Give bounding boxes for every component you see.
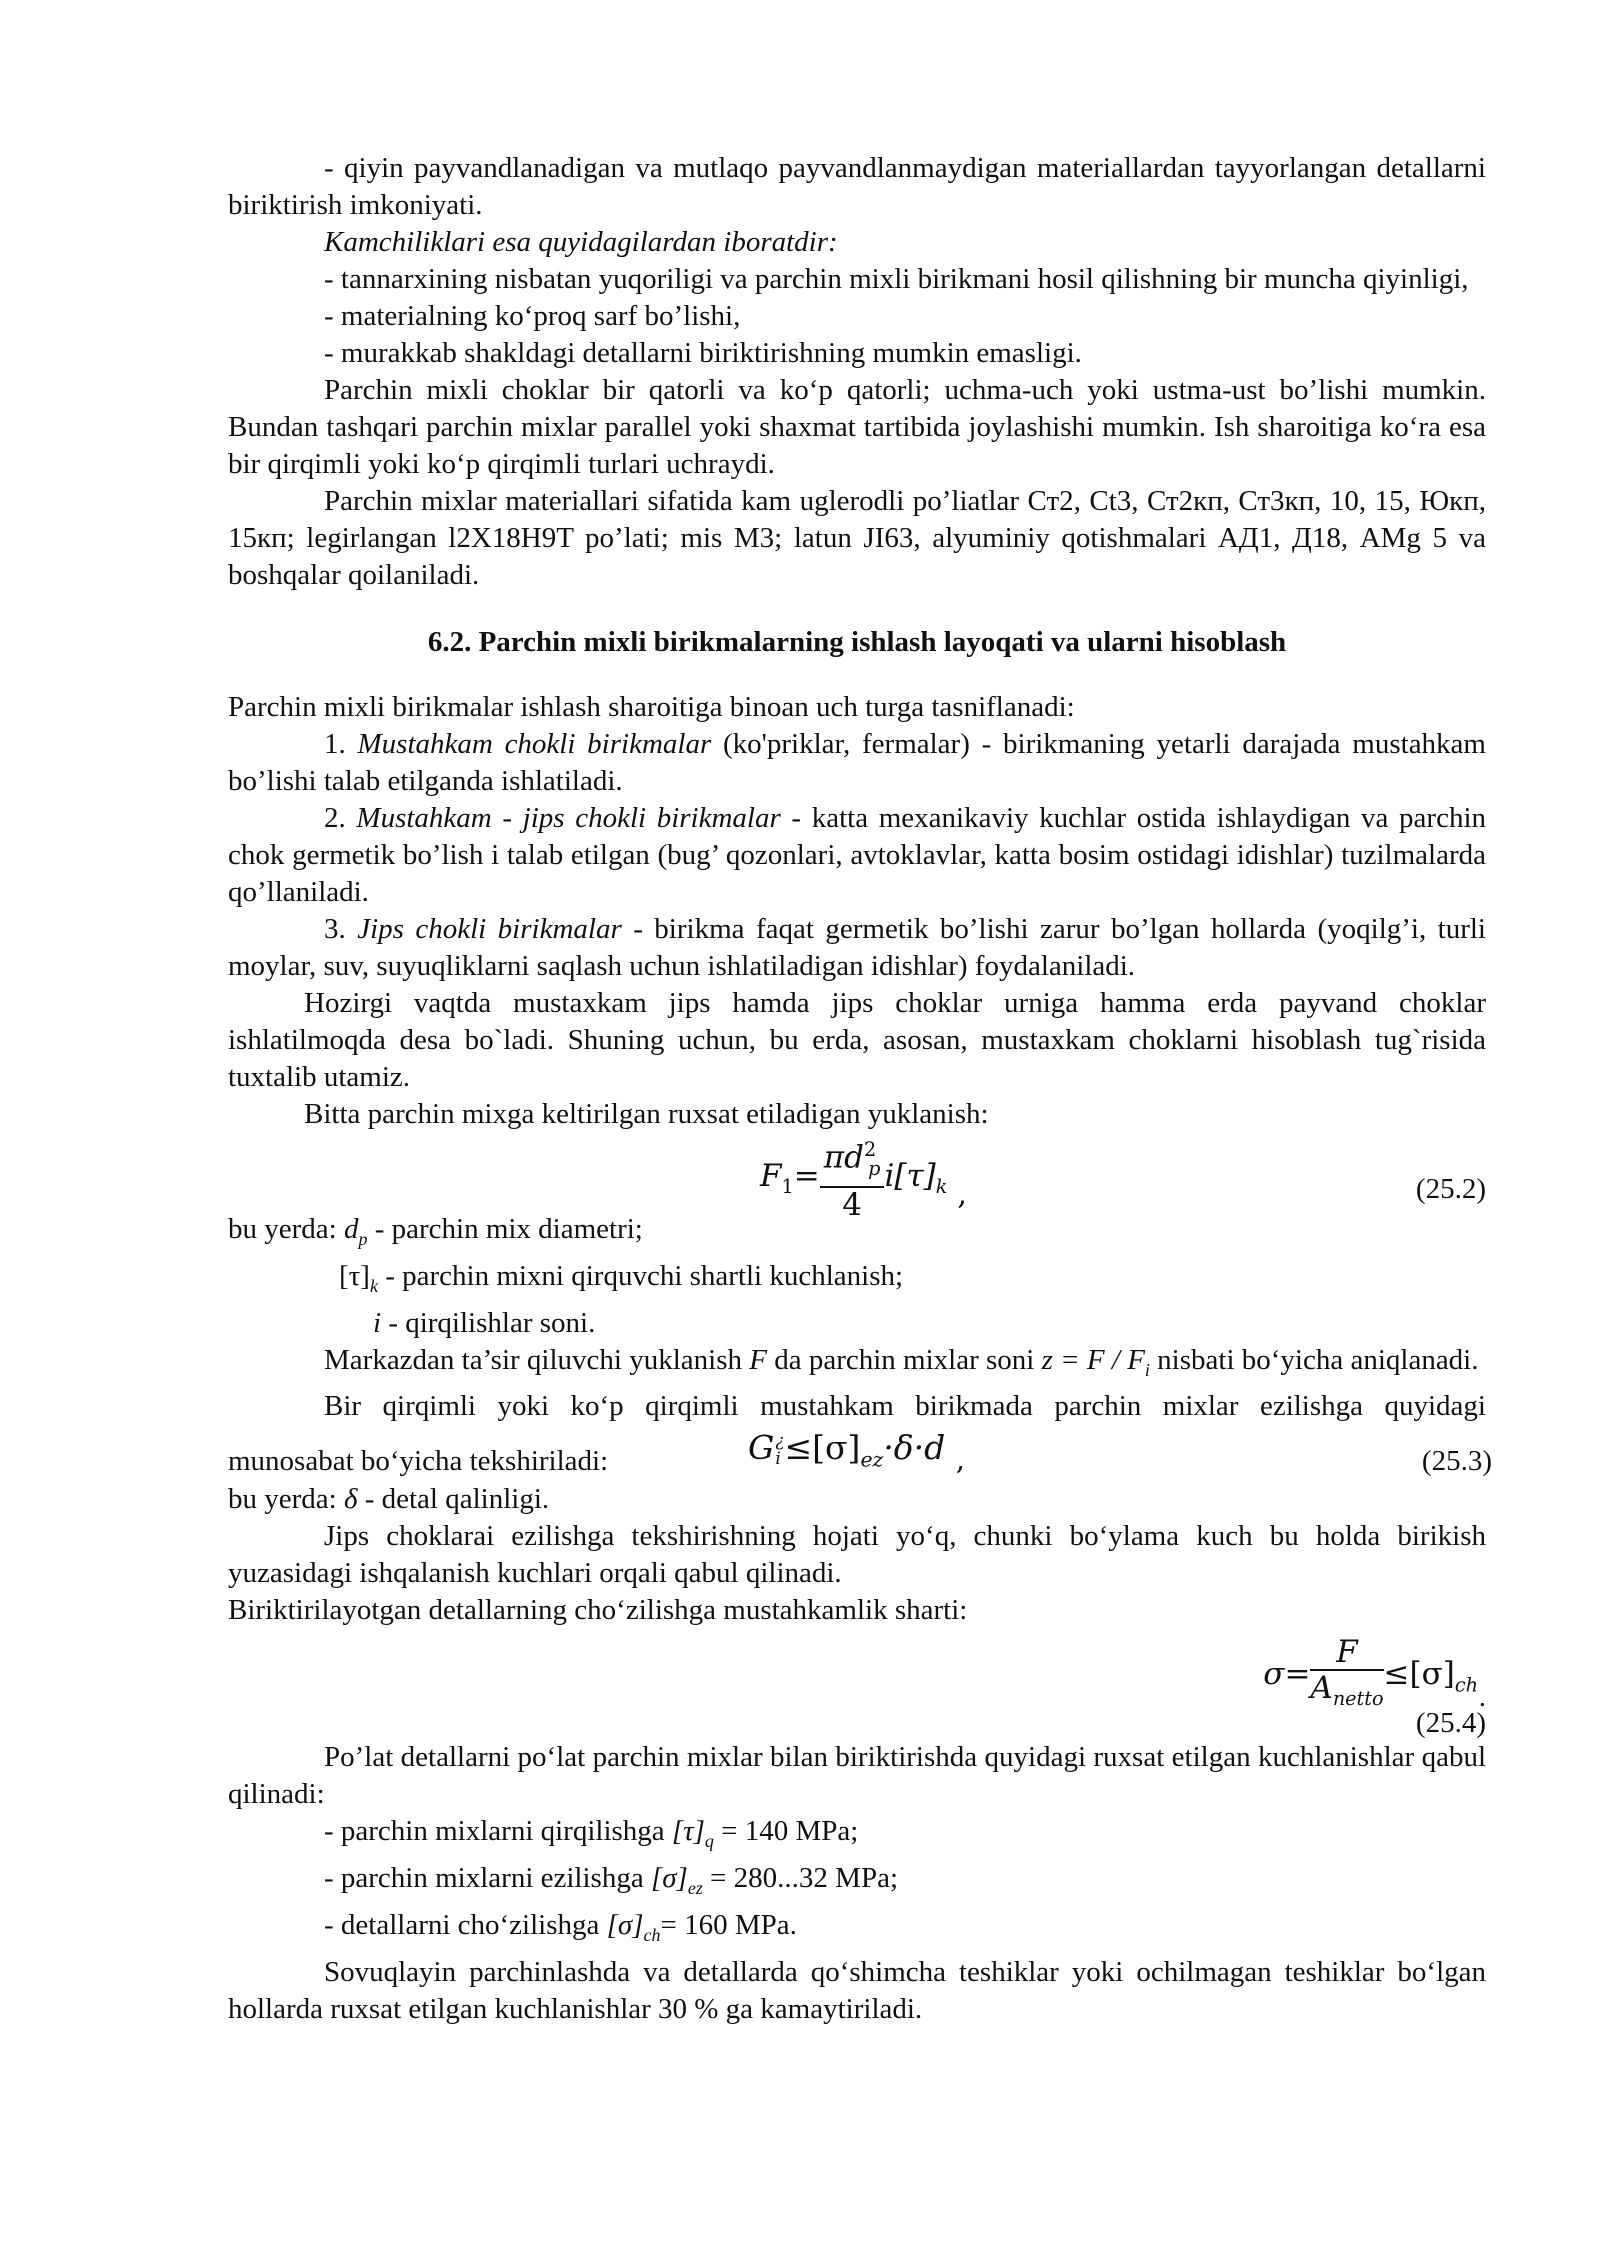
- eq2-rel: ≤[σ]: [784, 1428, 861, 1468]
- equation-25-4-number: (25.4): [1415, 1707, 1486, 1740]
- list-item-2-term: Mustahkam - jips chokli birikmalar: [356, 802, 781, 834]
- eq3-dot: .: [1478, 1681, 1486, 1714]
- eq1-lhs: F: [760, 1157, 782, 1194]
- paragraph-tension-condition: Biriktirilayotgan detallarning cho‘zilishga mustahkamlik sharti:: [228, 1594, 968, 1627]
- paragraph-disadvantage-1: - tannarxining nisbatan yuqoriligi va parchin mixli birikmani hosil qilishning bir muncha qiyinligi,: [324, 263, 1469, 295]
- eq2-G-sub: i: [775, 1449, 781, 1470]
- eq3-lhs: σ=: [1263, 1656, 1311, 1693]
- limit-crushing: [228, 1860, 1486, 1907]
- eq1-numerator-sup: 2: [863, 1138, 877, 1161]
- list-item-1-text: (ko'priklar, fermalar) - birikmaning yetarli darajada mustahkam bo’lishi talab etilganda ishlatiladi.: [228, 728, 1486, 797]
- limit-ch-sub: ch: [643, 1924, 661, 1945]
- equation-25-2-body: [760, 1133, 967, 1222]
- eq1-numerator-text: πd: [823, 1139, 864, 1176]
- eq3-denominator-sub: netto: [1332, 1687, 1384, 1711]
- limit-q-val: = 140 MPa;: [713, 1815, 859, 1848]
- equation-25-3-body: [748, 1429, 965, 1479]
- markaz-a: Markazdan ta’sir qiluvchi yuklanish: [324, 1343, 750, 1376]
- eq1-tail-sub: k: [935, 1174, 948, 1198]
- paragraph-cold-riveting: Sovuqlayin parchinlashda va detallarda qo‘shimcha teshiklar yoki ochilmagan teshiklar bo‘lgan hollarda ruxsat etilgan kuchlanishlar 30 % ga kamaytiriladi.: [228, 1955, 1486, 2025]
- markaz-c: nisbati bo‘yicha aniqlanadi.: [1149, 1343, 1479, 1376]
- definition-shear-count: [228, 1305, 1486, 1342]
- markaz-b: da parchin mixlar soni: [766, 1343, 1042, 1376]
- paragraph-crushing-check: Bir qirqimli yoki ko‘p qirqimli mustahkam birikmada parchin mixlar ezilishga quyidagi: [324, 1390, 1486, 1423]
- paragraph-seam-types: Parchin mixli choklar bir qatorli va ko‘p qatorli; uchma-uch yoki ustma-ust bo’lishi mumkin. Bundan tashqari parchin mixlar parallel yoki shaxmat tartibida joylashishi mumkin. Ish sharoitiga ko‘ra esa bir qirqimli yoki ko‘p qirqimli turlari uchraydi.: [228, 374, 1486, 480]
- limit-shear: [228, 1813, 1486, 1860]
- paragraph-allowable-load: Bitta parchin mixga keltirilgan ruxsat etiladigan yuklanish:: [304, 1098, 989, 1130]
- eq1-denominator: 4: [842, 1186, 862, 1223]
- limit-ch-val: = 160 MPa.: [660, 1908, 797, 1941]
- def1-sub: p: [358, 1228, 368, 1249]
- delta-text: - detal qalinligi.: [357, 1483, 550, 1516]
- list-item-2-number: 2.: [324, 802, 357, 834]
- eq3-numerator: F: [1310, 1635, 1383, 1671]
- definition-thickness: [228, 1481, 1486, 1518]
- list-item-2: [228, 800, 1486, 911]
- document-page: [228, 150, 1492, 2028]
- paragraph-classification-intro: Parchin mixli birikmalar ishlash sharoitiga binoan uch turga tasniflanadi:: [228, 691, 1075, 723]
- list-item-1-term: Mustahkam chokli birikmalar: [357, 728, 712, 760]
- equation-25-2-number: (25.2): [1415, 1173, 1486, 1205]
- def1-text: - parchin mix diametri;: [367, 1213, 643, 1245]
- list-item-3-number: 3.: [324, 913, 358, 945]
- paragraph-advantage-item: - qiyin payvandlanadigan va mutlaqo payvandlanmaydigan materiallardan tayyorlangan detallarni biriktirish imkoniyati.: [228, 152, 1486, 221]
- list-item-1-number: 1.: [324, 728, 358, 760]
- def1-symbol: d: [343, 1213, 359, 1245]
- definition-shear-stress: [228, 1258, 1486, 1305]
- paragraph-disadvantage-2: - materialning ko‘proq sarf bo’lishi,: [324, 300, 741, 332]
- list-item-1: [228, 726, 1486, 800]
- list-item-3: [228, 911, 1486, 985]
- def3-text: - qirqilishlar soni.: [381, 1306, 596, 1339]
- markaz-expr: z = F / F: [1041, 1343, 1145, 1376]
- limit-ez-sym: [σ]: [650, 1862, 688, 1895]
- eq3-rel: ≤[σ]: [1383, 1656, 1455, 1693]
- list-item-3-term: Jips chokli birikmalar: [357, 913, 622, 945]
- limit-q-sym: [τ]: [671, 1815, 705, 1848]
- paragraph-materials: Parchin mixlar materiallari sifatida kam uglerodli po’liatlar Ст2, Ct3, Ст2кп, Ст3кп, 10, 15, Юкп, 15кп; legirlangan l2X18H9T po’lati; mis M3; latun JI63, alyuminiy qotishmalari АД1, Д18, AMg 5 va boshqalar qoilaniladi.: [228, 485, 1486, 591]
- delta-prefix: bu yerda:: [228, 1483, 344, 1516]
- eq2-sub: ez: [860, 1447, 884, 1472]
- def2-text: - parchin mixni qirquvchi shartli kuchlanish;: [377, 1259, 904, 1292]
- list-item-3-text: - birikma faqat germetik bo’lishi zarur bo’lgan hollarda (yoqilg’i, turli moylar, suv, suyuqliklarni saqlash uchun ishlatiladigan idishlar) foydalaniladi.: [228, 913, 1486, 982]
- section-heading: 6.2. Parchin mixli birikmalarning ishlash layoqati va ularni hisoblash: [427, 626, 1287, 658]
- paragraph-rivet-count: [228, 1342, 1486, 1389]
- equation-25-2: [228, 1133, 1486, 1223]
- disadvantages-title: Kamchiliklari esa quyidagilardan iboratdir:: [324, 226, 838, 258]
- equation-25-3-number: (25.3): [1421, 1445, 1492, 1478]
- def1-prefix: bu yerda:: [228, 1213, 344, 1245]
- limit-q-pre: - parchin mixlarni qirqilishga: [324, 1815, 672, 1848]
- limit-ch-pre: - detallarni cho‘zilishga: [324, 1908, 607, 1941]
- eq2-label: munosabat bo‘yicha tekshiriladi:: [228, 1445, 609, 1478]
- limit-ez-val: = 280...32 MPa;: [702, 1862, 898, 1895]
- paragraph-disadvantages-title: [228, 224, 1486, 261]
- eq1-equals: =: [793, 1157, 820, 1194]
- paragraph-disadvantage-3: - murakkab shakldagi detallarni biriktirishning mumkin emasligi.: [324, 337, 1082, 369]
- eq3-denominator: [1310, 1671, 1383, 1716]
- eq2-rest: ·δ·d: [883, 1428, 946, 1468]
- equation-25-3: [228, 1425, 1492, 1481]
- eq2-G-scripts: [775, 1432, 784, 1468]
- equation-25-4-body: [1263, 1635, 1478, 1716]
- eq1-comma: ,: [957, 1175, 968, 1212]
- eq1-fraction: [820, 1133, 885, 1222]
- paragraph-tight-seams: Jips choklarai ezilishga tekshirishning hojati yo‘q, chunki bo‘ylama kuch bu holda birikish yuzasidagi ishqalanish kuchlari orqali qabul qilinadi.: [228, 1520, 1486, 1590]
- eq3-sub: ch: [1454, 1673, 1478, 1697]
- def2-symbol: [τ]: [339, 1259, 370, 1292]
- eq1-tail: i[τ]: [884, 1157, 936, 1194]
- eq3-fraction: [1310, 1635, 1383, 1716]
- eq2-G: G: [748, 1428, 775, 1468]
- equation-25-4: [228, 1629, 1486, 1739]
- def2-sub: k: [369, 1275, 378, 1296]
- eq1-numerator: [820, 1133, 885, 1188]
- eq2-comma: ,: [955, 1442, 966, 1477]
- delta-symbol: δ: [343, 1483, 358, 1516]
- limit-ez-sub: ez: [687, 1877, 703, 1898]
- eq2-G-sup: ¿: [775, 1431, 785, 1452]
- eq1-lhs-sub: 1: [781, 1174, 794, 1198]
- markaz-expr-sub: i: [1144, 1359, 1150, 1380]
- def3-symbol: i: [373, 1306, 382, 1339]
- limit-q-sub: q: [704, 1831, 714, 1852]
- markaz-F: F: [749, 1343, 767, 1376]
- limit-ez-pre: - parchin mixlarni ezilishga: [324, 1862, 651, 1895]
- eq1-numerator-sub: p: [868, 1156, 881, 1180]
- paragraph-steel-allowable: Po’lat detallarni po‘lat parchin mixlar bilan biriktirishda quyidagi ruxsat etilgan kuchlanishlar qabul qilinadi:: [228, 1741, 1486, 1811]
- limit-ch-sym: [σ]: [606, 1908, 644, 1941]
- paragraph-current-practice: Hozirgi vaqtda mustaxkam jips hamda jips choklar urniga hamma erda payvand choklar ishlatilmoqda desa bo`ladi. Shuning uchun, bu erda, asosan, mustaxkam choklarni hisoblash tug`risida tuxtalib utamiz.: [228, 987, 1486, 1093]
- limit-tension: [228, 1907, 1486, 1954]
- list-item-2-text: - katta mexanikaviy kuchlar ostida ishlaydigan va parchin chok germetik bo’lish i talab etilgan (bug’ qozonlari, avtoklavlar, katta bosim ostidagi idishlar) tuzilmalarda qo’llaniladi.: [228, 802, 1487, 908]
- eq3-denominator-text: A: [1310, 1670, 1333, 1707]
